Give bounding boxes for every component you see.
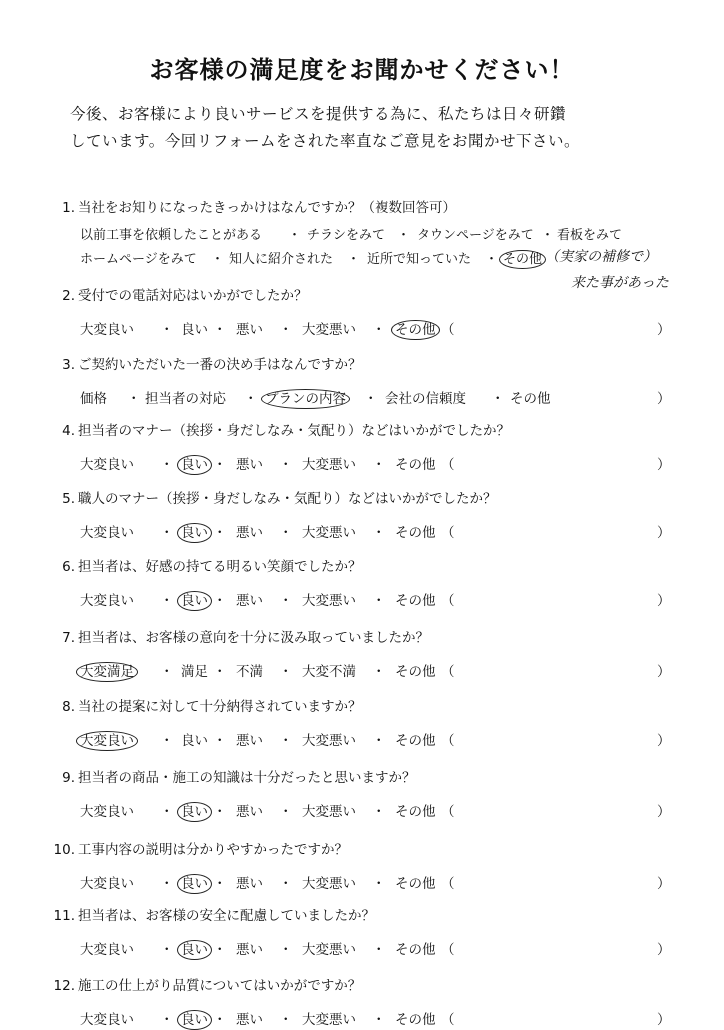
option-4[interactable]: 大変悪い [302,1012,356,1028]
survey-title: お客様の満足度をお聞かせください！ [149,56,575,84]
option-3[interactable]: 悪い [236,804,263,820]
option-2[interactable]: 良い [181,322,208,338]
option-2[interactable]: 良い [177,940,212,960]
separator: ・ [372,457,386,473]
option-2[interactable]: 担当者の対応 [145,391,226,407]
option-1[interactable]: 大変良い [80,593,134,609]
question-text: 担当者は、好感の持てる明るい笑顔でしたか？ [78,559,362,575]
separator: ・ [213,733,227,749]
separator: ・ [372,322,386,338]
handwritten-note-1: （実家の補修で） [545,249,657,265]
option-3[interactable]: 悪い [236,942,263,958]
question-text: 担当者は、お客様の安全に配慮していましたか？ [78,908,375,924]
option-5[interactable]: その他 [395,457,436,473]
separator: ・ [279,1012,293,1028]
separator: ・ [160,942,174,958]
paren-close: ） [657,391,671,407]
question-text: 職人のマナー（挨拶・身だしなみ・気配り）などはいかがでしたか？ [78,491,497,507]
paren-open: （ [441,457,455,473]
paren-close: ） [657,733,671,749]
separator: ・ [213,942,227,958]
separator: ・ [347,252,361,267]
question-text: 当社の提案に対して十分納得されていますか？ [78,699,362,715]
option-2[interactable]: 良い [177,591,212,611]
option-4[interactable]: 大変悪い [302,322,356,338]
option-5[interactable]: その他 [395,804,436,820]
separator: ・ [279,593,293,609]
question-9 [45,768,705,822]
question-12 [45,976,705,1030]
paren-close: ） [657,804,671,820]
option-4[interactable]: 大変不満 [302,664,356,680]
separator: ・ [160,525,174,541]
option-2[interactable]: 良い [177,802,212,822]
question-number: 3. [62,357,75,373]
paren-close: ） [657,876,671,892]
question-number: 8. [62,699,75,715]
option-5[interactable]: その他 [395,525,436,541]
paren-open: （ [441,593,455,609]
separator: ・ [244,391,258,407]
option-5[interactable]: その他 [395,733,436,749]
question-number: 12. [53,978,75,994]
separator: ・ [213,593,227,609]
option-2[interactable]: 良い [177,523,212,543]
separator: ・ [213,457,227,473]
separator: ・ [213,1012,227,1028]
separator: ・ [160,876,174,892]
question-6 [45,557,705,611]
separator: ・ [279,804,293,820]
question-text: 施工の仕上がり品質についてはいかがですか？ [78,978,362,994]
question-text: 当社をお知りになったきっかけはなんですか？（複数回答可） [78,200,456,216]
intro-line-2: しています。今回リフォームをされた率直なご意見をお聞かせ下さい。 [70,132,580,150]
paren-close: ） [657,525,671,541]
question-4 [45,421,705,475]
separator: ・ [213,664,227,680]
option-1[interactable]: 大変満足 [76,662,138,682]
paren-close: ） [657,1012,671,1028]
paren-open: （ [441,322,455,338]
separator: ・ [160,322,174,338]
separator: ・ [160,664,174,680]
separator: ・ [372,1012,386,1028]
option-3[interactable]: 悪い [236,876,263,892]
question-3 [45,355,705,409]
paren-open: （ [441,876,455,892]
separator: ・ [213,322,227,338]
question-5 [45,489,705,543]
separator: ・ [372,664,386,680]
option-2[interactable]: 良い [177,874,212,894]
option-5[interactable]: その他 [391,320,440,340]
separator: ・ [372,804,386,820]
option-3[interactable]: 悪い [236,525,263,541]
option-3[interactable]: 悪い [236,322,263,338]
separator: ・ [372,733,386,749]
question-number: 4. [62,423,75,439]
paren-open: （ [441,1012,455,1028]
option-3[interactable]: 悪い [236,733,263,749]
option-1[interactable]: 大変良い [76,731,138,751]
separator: ・ [160,733,174,749]
option-2[interactable]: 満足 [181,664,208,680]
question-8 [45,697,705,751]
question-text: ご契約いただいた一番の決め手はなんですか？ [78,357,362,373]
handwritten-note-2: 来た事があった [571,275,669,291]
option[interactable]: 近所で知っていた [367,252,472,267]
option-1[interactable]: 大変良い [80,876,134,892]
separator: ・ [279,733,293,749]
question-number: 11. [53,908,75,924]
question-number: 7. [62,630,75,646]
separator: ・ [213,525,227,541]
option-5[interactable]: その他 [510,391,551,407]
paren-open: （ [441,942,455,958]
separator: ・ [127,391,141,407]
separator: ・ [485,252,499,267]
separator: ・ [160,457,174,473]
separator: ・ [160,1012,174,1028]
option-2[interactable]: 良い [177,1010,212,1030]
question-number: 9. [62,770,75,786]
option-2[interactable]: 良い [177,455,212,475]
option-5[interactable]: その他 [395,664,436,680]
paren-close: ） [657,942,671,958]
option-5[interactable]: その他 [395,593,436,609]
separator: ・ [288,228,302,243]
separator: ・ [397,228,411,243]
separator: ・ [372,876,386,892]
option-4[interactable]: 大変悪い [302,593,356,609]
question-number: 2. [62,288,75,304]
paren-close: ） [657,664,671,680]
question-10 [45,840,705,894]
question-1 [45,198,705,291]
question-number: 5. [62,491,75,507]
option-1[interactable]: 大変良い [80,525,134,541]
question-number: 10. [53,842,75,858]
separator: ・ [372,593,386,609]
separator: ・ [160,804,174,820]
separator: ・ [279,457,293,473]
intro-line-1: 今後、お客様により良いサービスを提供する為に、私たちは日々研鑽 [70,105,567,123]
option[interactable]: チラシをみて [307,228,386,243]
option[interactable]: ホームページをみて [80,252,197,267]
separator: ・ [491,391,505,407]
option-4[interactable]: 大変悪い [302,876,356,892]
option[interactable]: 以前工事を依頼したことがある [80,228,263,243]
option-3[interactable]: 悪い [236,593,263,609]
separator: ・ [372,525,386,541]
option-4[interactable]: 大変悪い [302,804,356,820]
separator: ・ [279,322,293,338]
question-11 [45,906,705,960]
question-2 [45,286,705,340]
option-1[interactable]: 大変良い [80,804,134,820]
separator: ・ [279,664,293,680]
option-1[interactable]: 大変良い [80,322,134,338]
question-text: 担当者のマナー（挨拶・身だしなみ・気配り）などはいかがでしたか？ [78,423,510,439]
option-4[interactable]: 大変悪い [302,942,356,958]
paren-close: ） [657,322,671,338]
question-number: 1. [62,200,75,216]
paren-open: （ [441,804,455,820]
question-text: 受付での電話対応はいかがでしたか？ [78,288,308,304]
separator: ・ [279,942,293,958]
option-1[interactable]: 大変良い [80,457,134,473]
option-4[interactable]: 大変悪い [302,457,356,473]
separator: ・ [541,228,555,243]
separator: ・ [364,391,378,407]
option-4[interactable]: 大変悪い [302,733,356,749]
option-4[interactable]: 会社の信頼度 [385,391,466,407]
paren-close: ） [657,593,671,609]
option[interactable]: 知人に紹介された [229,252,334,267]
option-1[interactable]: 大変良い [80,1012,134,1028]
separator: ・ [279,876,293,892]
paren-open: （ [441,664,455,680]
option-1[interactable]: 価格 [80,391,107,407]
option-4[interactable]: 大変悪い [302,525,356,541]
option-3[interactable]: 不満 [236,664,263,680]
option-circled[interactable]: その他 [499,250,546,269]
separator: ・ [213,876,227,892]
separator: ・ [160,593,174,609]
question-7 [45,628,705,682]
option-1[interactable]: 大変良い [80,942,134,958]
question-text: 担当者は、お客様の意向を十分に汲み取っていましたか？ [78,630,429,646]
option-5[interactable]: その他 [395,1012,436,1028]
intro-text [70,101,680,155]
option-3[interactable]: 悪い [236,1012,263,1028]
option-5[interactable]: その他 [395,876,436,892]
separator: ・ [213,804,227,820]
option[interactable]: 看板をみて [557,228,623,243]
option-3[interactable]: プランの内容 [261,389,350,409]
option[interactable]: タウンページをみて [417,228,534,243]
paren-close: ） [657,457,671,473]
separator: ・ [211,252,225,267]
paren-open: （ [441,733,455,749]
question-text: 工事内容の説明は分かりやすかったですか？ [78,842,348,858]
paren-open: （ [441,525,455,541]
option-3[interactable]: 悪い [236,457,263,473]
option-5[interactable]: その他 [395,942,436,958]
separator: ・ [372,942,386,958]
question-number: 6. [62,559,75,575]
option-2[interactable]: 良い [181,733,208,749]
question-text: 担当者の商品・施工の知識は十分だったと思いますか？ [78,770,416,786]
separator: ・ [279,525,293,541]
